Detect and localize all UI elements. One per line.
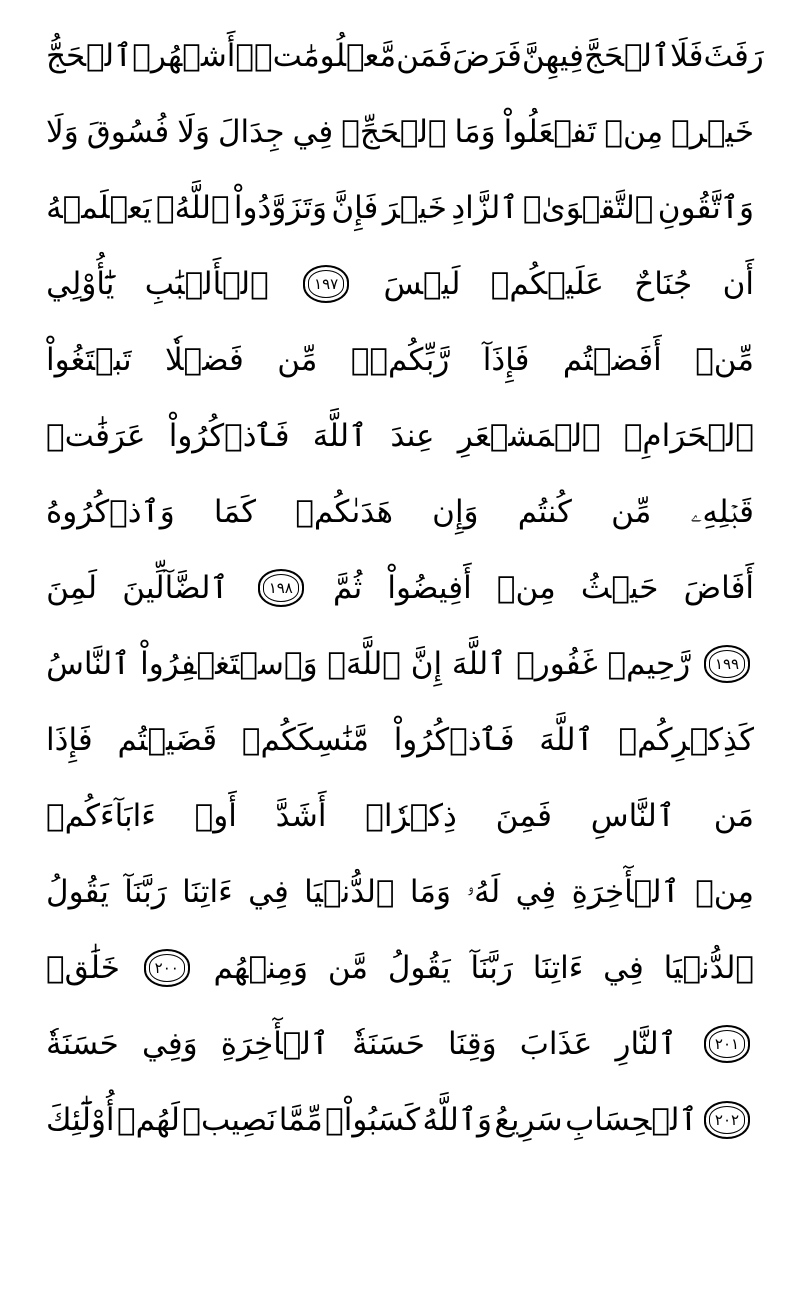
word: نَصِيبٞ (182, 1102, 277, 1138)
ayah-number-marker: ٢٠٢ (704, 1101, 750, 1139)
ayah-number-marker: ١٩٧ (303, 265, 349, 303)
word: كَمَا (213, 494, 257, 530)
word: فِي (292, 114, 334, 150)
word: وَمِنۡهُم (213, 950, 308, 986)
word: فِيهِنَّ (521, 38, 584, 74)
word: كُنتُم (517, 494, 572, 530)
word: رَفَثَ (703, 38, 764, 74)
text-line (46, 398, 754, 474)
text-line (46, 18, 764, 94)
word: وَقِنَا (448, 1026, 497, 1062)
word: ٱللَّهَۚ (327, 646, 401, 682)
word: يَقُولُ (387, 950, 451, 986)
text-line (46, 246, 754, 322)
word: رَبَّنَآ (470, 950, 513, 986)
word: ءَاتِنَا (532, 950, 584, 986)
word: رَّبِّكُمۡۚ (350, 342, 450, 378)
word: ٱلدُّنۡيَا (304, 874, 395, 910)
text-line (46, 322, 754, 398)
ayah-number-marker: ٢٠١ (704, 1025, 750, 1063)
word: فَضۡلٗا (164, 342, 244, 378)
word: ٱللَّهُۗ (156, 190, 230, 226)
word: خَيۡرَ (382, 190, 447, 226)
word: ٱلنَّاسُ (46, 646, 131, 682)
word: يَٰٓأُوْلِي (46, 266, 115, 302)
word: ٱلدُّنۡيَا (663, 950, 754, 986)
word: ٱللَّهَ (539, 722, 594, 758)
word: لَمِنَ (46, 570, 98, 606)
word: لَهُمۡ (116, 1102, 180, 1138)
text-line (46, 1006, 754, 1082)
word: فَإِنَّ (331, 190, 379, 226)
word: ٱلۡمَشۡعَرِ (457, 418, 601, 454)
word: وَإِن (432, 494, 479, 530)
text-line (46, 474, 754, 550)
word: فَإِذَا (46, 722, 93, 758)
word: مِنۡ (695, 874, 754, 910)
word: مِنۡ (496, 570, 556, 606)
word: تَبۡتَغُواْ (46, 342, 132, 378)
word: وَٱسۡتَغۡفِرُواْ (140, 646, 318, 682)
word: ٱلۡحِسَابِ (565, 1102, 698, 1138)
word: ٱلۡأَلۡبَٰبِ (144, 266, 269, 302)
word: فَمَن (396, 38, 453, 74)
word: فَٱذۡكُرُواْ (393, 722, 515, 758)
text-line (46, 930, 754, 1006)
word: وَتَزَوَّدُواْ (233, 190, 327, 226)
word: رَبَّنَآ (124, 874, 167, 910)
word: أَشۡهُرٞ (132, 38, 236, 74)
word: وَٱذۡكُرُوهُ (46, 494, 175, 530)
word: فِي (515, 874, 557, 910)
word: يَقُولُ (46, 874, 109, 910)
word: حَسَنَةٗ (352, 1026, 425, 1062)
word: وَلَا (46, 114, 79, 150)
word: أَشَدَّ (275, 798, 327, 834)
word: ٱلضَّآلِّينَ (122, 570, 229, 606)
word: تَفۡعَلُواْ (503, 114, 597, 150)
word: لَيۡسَ (383, 266, 461, 302)
word: فَإِذَآ (482, 342, 530, 378)
word: وَلَا (177, 114, 210, 150)
word: كَذِكۡرِكُمۡ (618, 722, 754, 758)
word: فُسُوقَ (86, 114, 170, 150)
word: فَلَا (670, 38, 704, 74)
word: قَبۡلِهِۦ (690, 494, 754, 530)
word: وَٱتَّقُونِ (657, 190, 754, 226)
word: أَوۡ (194, 798, 237, 834)
word: رَّحِيمٞ (607, 646, 691, 682)
word: حَيۡثُ (580, 570, 659, 606)
word: وَفِي (141, 1026, 198, 1062)
word: مِّن (277, 342, 318, 378)
text-line (46, 778, 754, 854)
word: مِنۡ (604, 114, 664, 150)
word: عَلَيۡكُمۡ (490, 266, 604, 302)
word: جُنَاحٌ (634, 266, 693, 302)
word: ٱللَّهَ (312, 418, 368, 454)
word: ٱلۡحَجَّ (583, 38, 671, 74)
word: ٱلۡحَجِّۗ (341, 114, 447, 150)
word: حَسَنَةٗ (46, 1026, 119, 1062)
word: عَذَابَ (519, 1026, 593, 1062)
word: عَرَفَٰتٖ (46, 418, 146, 454)
word: أُوْلَٰٓئِكَ (46, 1102, 115, 1138)
word: فِي (603, 950, 644, 986)
text-line (46, 702, 754, 778)
ayah-number-marker: ١٩٩ (704, 645, 750, 683)
word: ٱلتَّقۡوَىٰۖ (522, 190, 654, 226)
word: ٱلزَّادِ (451, 190, 519, 226)
word: سَرِيعُ (494, 1102, 563, 1138)
word: ٱلۡحَجُّ (46, 38, 133, 74)
text-line (46, 854, 754, 930)
word: هَدَىٰكُمۡ (295, 494, 393, 530)
word: ثُمَّ (332, 570, 363, 606)
word: إِنَّ (410, 646, 443, 682)
word: وَمَا (454, 114, 496, 150)
word: فَٱذۡكُرُواْ (168, 418, 290, 454)
word: ءَاتِنَا (182, 874, 233, 910)
word: أَفِيضُواْ (387, 570, 472, 606)
word: مِّنۡ (695, 342, 754, 378)
word: ٱلنَّارِ (615, 1026, 677, 1062)
text-line (46, 1082, 754, 1158)
word: لَهُۥ (466, 874, 501, 910)
word: عِندَ (390, 418, 435, 454)
ayah-number-marker: ١٩٨ (258, 569, 304, 607)
word: ٱلۡحَرَامِۖ (623, 418, 754, 454)
word: مَّنَٰسِكَكُمۡ (241, 722, 369, 758)
word: فَرَضَ (452, 38, 522, 74)
word: مَّن (327, 950, 369, 986)
word: أَن (722, 266, 754, 302)
ayah-number-marker: ٢٠٠ (144, 949, 190, 987)
word: جِدَالَ (217, 114, 285, 150)
word: وَٱللَّهُ (422, 1102, 492, 1138)
text-line (46, 626, 754, 702)
word: مِّن (611, 494, 652, 530)
word: وَمَا (409, 874, 451, 910)
word: ٱللَّهَ (451, 646, 507, 682)
word: أَفَاضَ (683, 570, 754, 606)
text-line (46, 170, 754, 246)
text-line (46, 94, 754, 170)
word: ذِكۡرٗاۗ (365, 798, 457, 834)
word: مَن (713, 798, 754, 834)
word: غَفُورٞ (516, 646, 598, 682)
text-line (46, 550, 754, 626)
word: أَفَضۡتُم (562, 342, 662, 378)
word: يَعۡلَمۡهُ (46, 190, 152, 226)
word: ءَابَآءَكُمۡ (46, 798, 156, 834)
word: قَضَيۡتُم (117, 722, 218, 758)
word: خَلَٰقٖ (46, 950, 120, 986)
word: خَيۡرٖ (671, 114, 754, 150)
word: ٱلۡأٓخِرَةِ (571, 874, 680, 910)
word: مِّمَّا (278, 1102, 323, 1138)
word: فِي (248, 874, 289, 910)
word: كَسَبُواْۚ (325, 1102, 421, 1138)
word: ٱلۡأٓخِرَةِ (220, 1026, 329, 1062)
word: مَّعۡلُومَٰتٞۚ (235, 38, 397, 74)
word: فَمِنَ (495, 798, 552, 834)
word: ٱلنَّاسِ (590, 798, 675, 834)
